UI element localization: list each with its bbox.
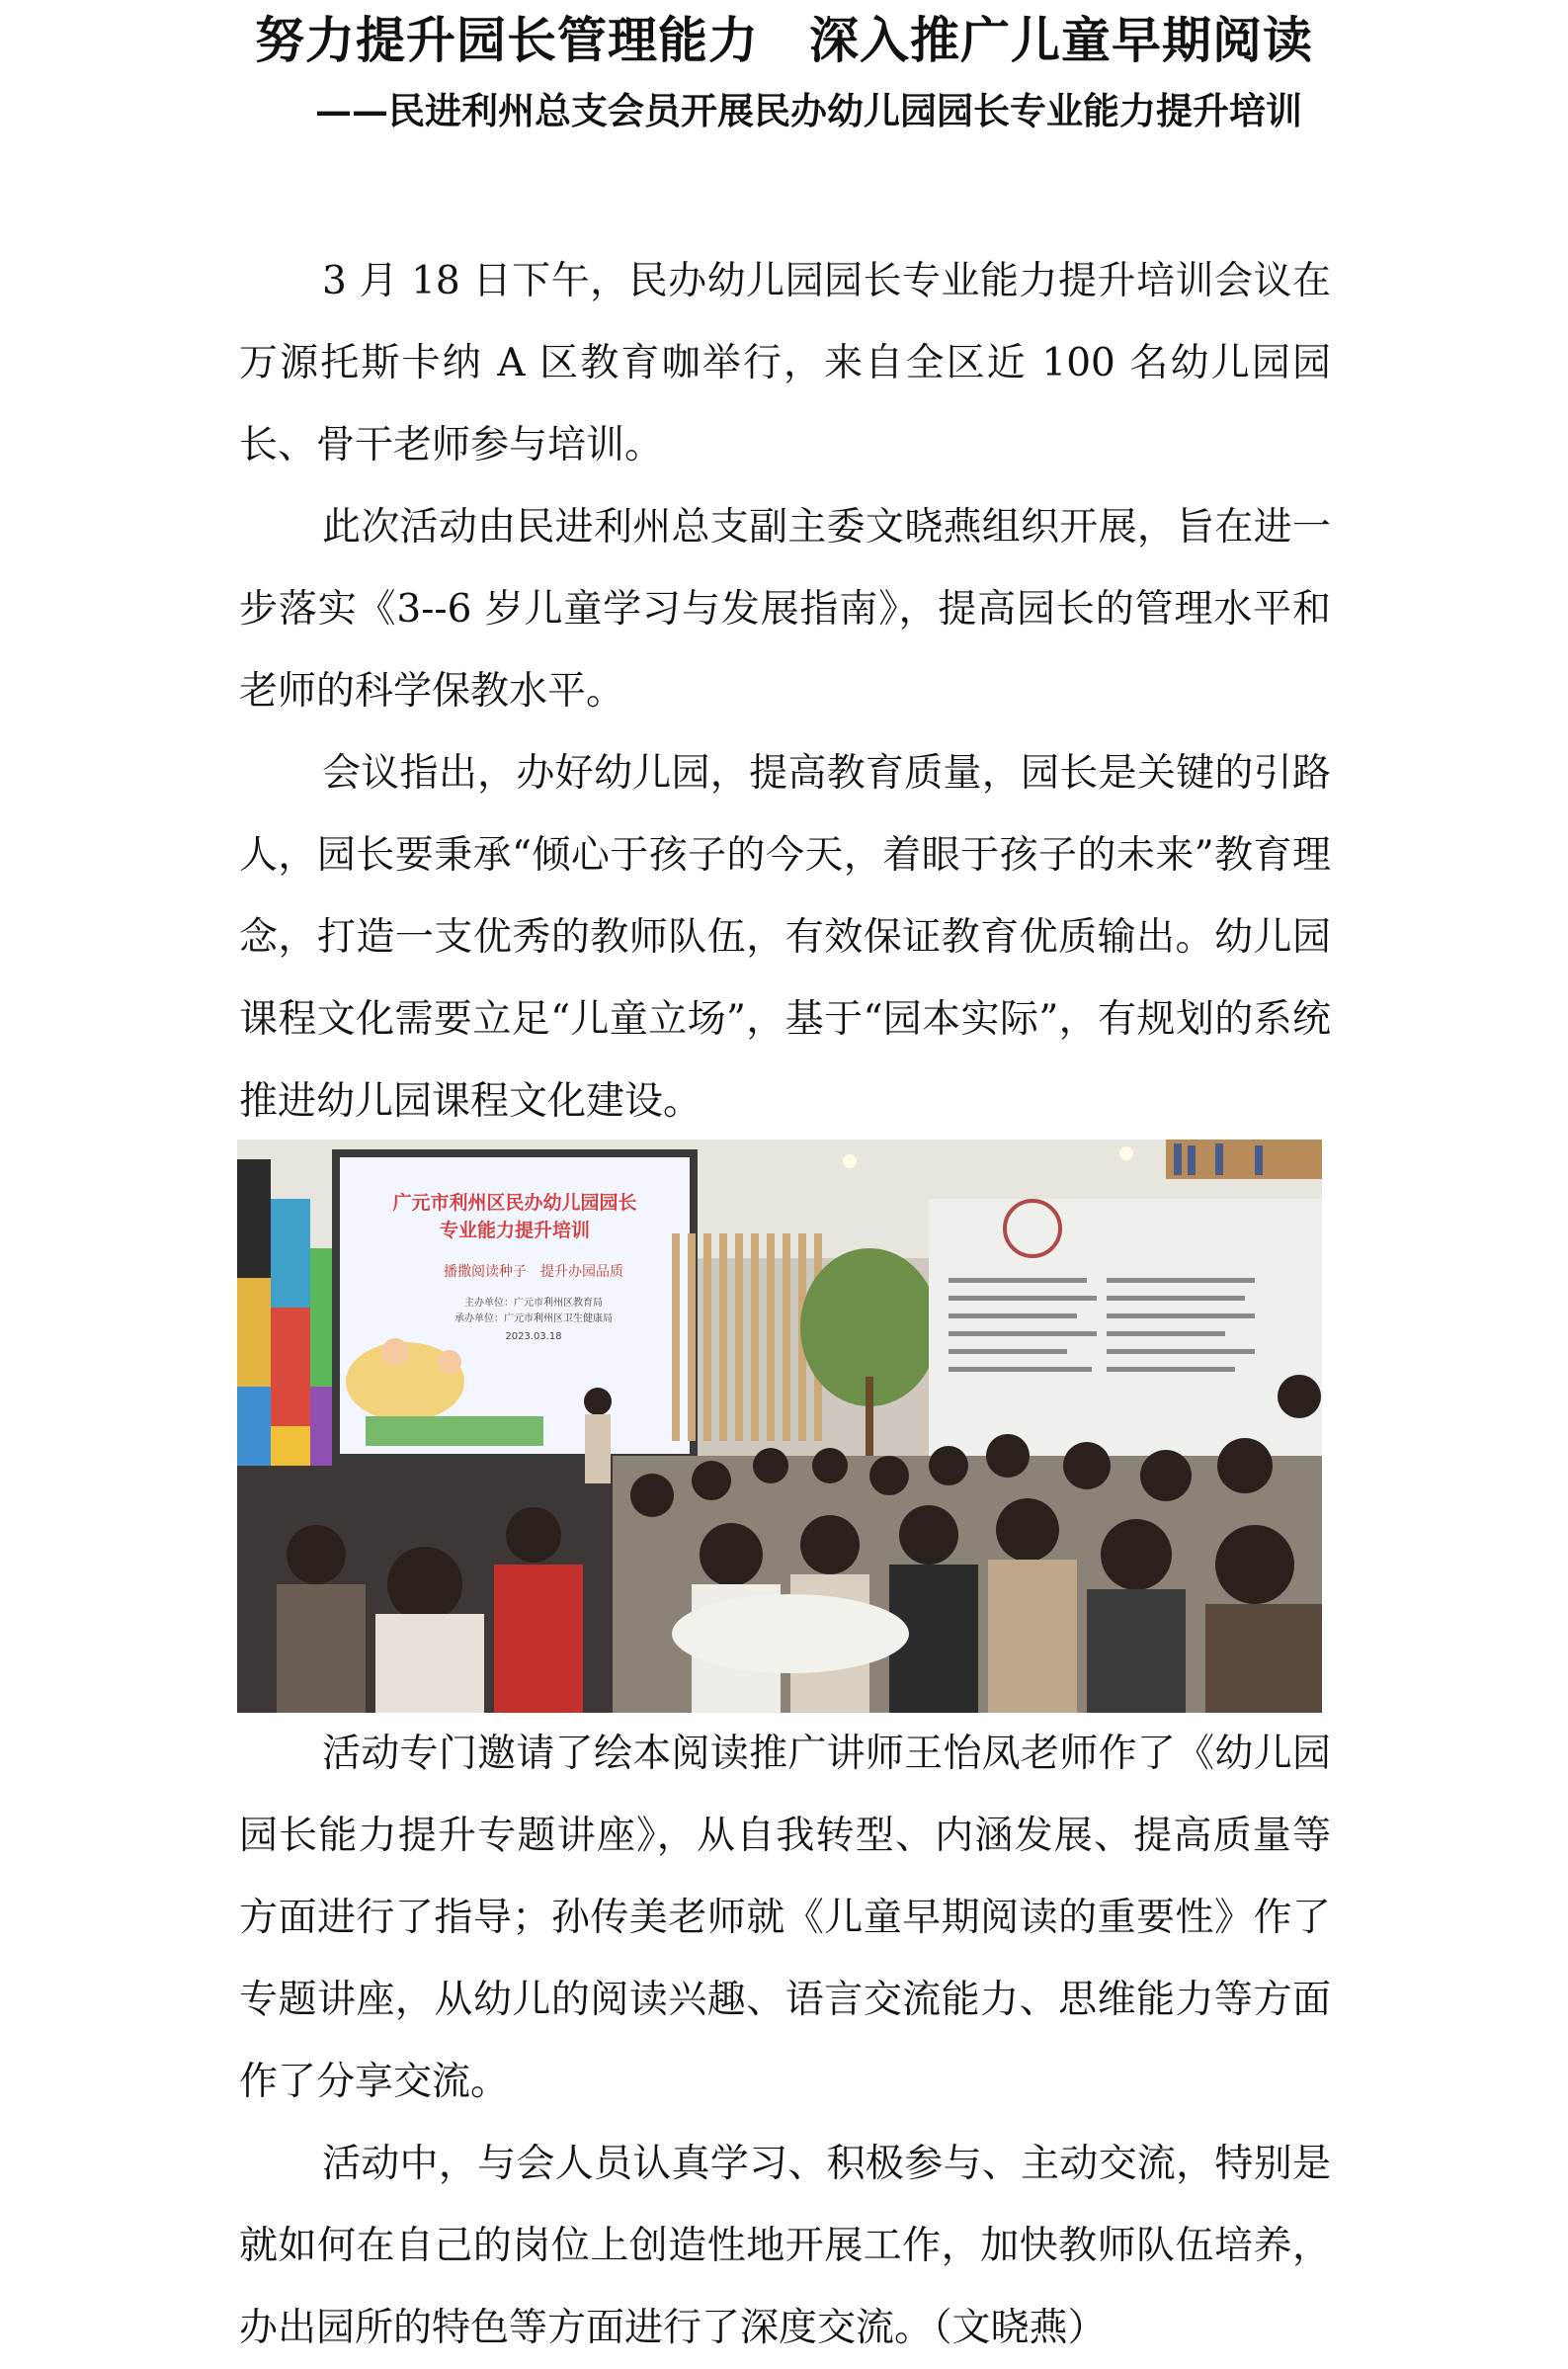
paragraph-4: 活动专门邀请了绘本阅读推广讲师王怡凤老师作了《幼儿园园长能力提升专题讲座》，从自我转型、内涵发展、提高质量等方面进行了指导；孙传美老师就《儿童早期阅读的重要性》作了专题讲座，从幼儿的阅读兴趣、语言交流能力、思维能力等方面作了分享交流。 xyxy=(239,1732,1331,2104)
article-body-bottom xyxy=(239,1713,1331,2369)
slide-date: 2023.03.18 xyxy=(505,1331,562,1342)
slide-organizer: 承办单位：广元市利州区卫生健康局 xyxy=(454,1313,613,1324)
paragraph-3: 会议指出，办好幼儿园，提高教育质量，园长是关键的引路人，园长要秉承“倾心于孩子的今天，着眼于孩子的未来”教育理念，打造一支优秀的教师队伍，有效保证教育优质输出。幼儿园课程文化需要立足“儿童立场”，基于“园本实际”，有规划的系统推进幼儿园课程文化建设。 xyxy=(239,751,1331,1124)
paragraph-5: 活动中，与会人员认真学习、积极参与、主动交流，特别是就如何在自己的岗位上创造性地开展工作，加快教师队伍培养，办出园所的特色等方面进行了深度交流。（文晓燕） xyxy=(239,2142,1331,2350)
slide-title-line2: 专业能力提升培训 xyxy=(439,1220,591,1241)
article-body-top xyxy=(239,240,1331,1142)
event-photo xyxy=(237,1140,1322,1713)
paragraph-1: 3 月 18 日下午，民办幼儿园园长专业能力提升培训会议在万源托斯卡纳 A 区教育咖举行，来自全区近 100 名幼儿园园长、骨干老师参与培训。 xyxy=(239,259,1331,467)
slide-tagline: 播撒阅读种子 提升办园品质 xyxy=(444,1264,623,1280)
slide-title-line1: 广元市利州区民办幼儿园园长 xyxy=(392,1192,637,1214)
training-scene-photo xyxy=(237,1140,1322,1713)
slide-host: 主办单位：广元市利州区教育局 xyxy=(464,1298,603,1309)
article-subtitle: ——民进利州总支会员开展民办幼儿园园长专业能力提升培训 xyxy=(315,89,1302,132)
article-title: 努力提升园长管理能力 深入推广儿童早期阅读 xyxy=(255,11,1313,69)
paragraph-2: 此次活动由民进利州总支副主委文晓燕组织开展，旨在进一步落实《3--6 岁儿童学习与发展指南》，提高园长的管理水平和老师的科学保教水平。 xyxy=(239,505,1331,714)
